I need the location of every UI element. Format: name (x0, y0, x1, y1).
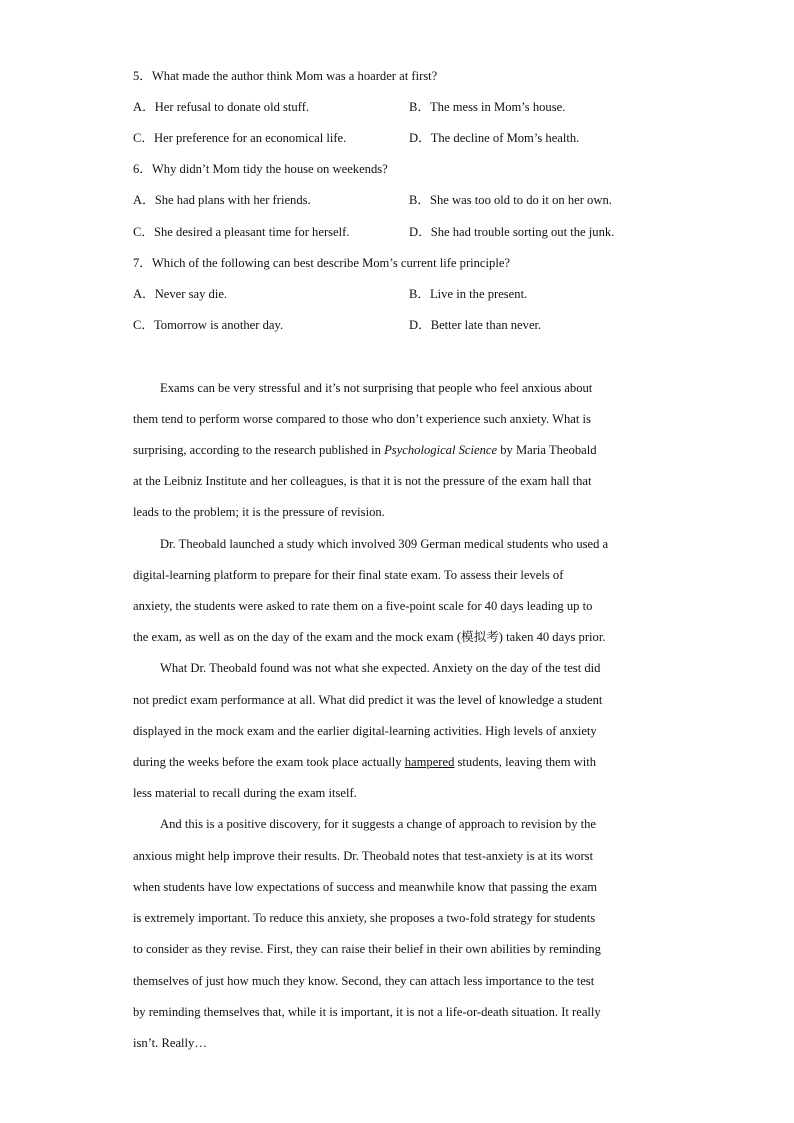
question-6-option-c: C．She desired a pleasant time for herself. (133, 225, 350, 239)
passage-p4-line-1: And this is a positive discovery, for it suggests a change of approach to revision by the (160, 817, 597, 831)
passage-p1-line-3 (133, 442, 597, 458)
passage-p4-line-7: by reminding themselves that, while it is important, it is not a life-or-death situation. It really (133, 1005, 601, 1019)
passage-p1-line-4: at the Leibniz Institute and her colleagues, is that it is not the pressure of the exam hall that (133, 474, 592, 488)
passage-p4-line-2: anxious might help improve their results. Dr. Theobald notes that test-anxiety is at its worst (133, 849, 594, 863)
journal-title: Psychological Science (384, 443, 498, 457)
passage-p3-line-2: not predict exam performance at all. What did predict it was the level of knowledge a student (133, 693, 603, 707)
question-7-stem: 7．Which of the following can best describe Mom’s current life principle? (133, 256, 510, 270)
underlined-word: hampered (404, 755, 455, 769)
passage-p1-line-2: them tend to perform worse compared to those who don’t experience such anxiety. What is (133, 412, 591, 426)
question-5-option-c: C．Her preference for an economical life. (133, 131, 347, 145)
question-6-option-a: A．She had plans with her friends. (133, 193, 311, 207)
question-6-stem: 6．Why didn’t Mom tidy the house on weekends? (133, 162, 388, 176)
passage-p4-line-5: to consider as they revise. First, they can raise their belief in their own abilities by reminding (133, 942, 601, 956)
question-7-option-c: C．Tomorrow is another day. (133, 318, 284, 332)
question-6-option-d: D．She had trouble sorting out the junk. (409, 225, 615, 239)
passage-p3-line-4-end: students, leaving them with (454, 755, 597, 769)
passage-p3-line-4 (133, 754, 596, 770)
question-7-option-d: D．Better late than never. (409, 318, 542, 332)
passage-p3-line-3: displayed in the mock exam and the earlier digital-learning activities. High levels of anxiety (133, 724, 597, 738)
passage-p4-line-3: when students have low expectations of success and meanwhile know that passing the exam (133, 880, 598, 894)
passage-p2-line-1: Dr. Theobald launched a study which involved 309 German medical students who used a (160, 537, 609, 551)
question-6-option-b: B．She was too old to do it on her own. (409, 193, 612, 207)
passage-p1-line-1: Exams can be very stressful and it’s not surprising that people who feel anxious about (160, 381, 593, 395)
question-5-option-a: A．Her refusal to donate old stuff. (133, 100, 310, 114)
passage-p3-line-4-start: during the weeks before the exam took place actually (133, 755, 405, 769)
question-7-option-a: A．Never say die. (133, 287, 228, 301)
question-5-option-d: D．The decline of Mom’s health. (409, 131, 580, 145)
passage-p2-line-4: the exam, as well as on the day of the exam and the mock exam (模拟考) taken 40 days prior. (133, 630, 606, 644)
passage-p3-line-5: less material to recall during the exam itself. (133, 786, 357, 800)
question-7-option-b: B．Live in the present. (409, 287, 528, 301)
passage-p2-line-2: digital-learning platform to prepare for their final state exam. To assess their levels of (133, 568, 564, 582)
passage-p4-line-4: is extremely important. To reduce this anxiety, she proposes a two-fold strategy for students (133, 911, 596, 925)
passage-p2-line-3: anxiety, the students were asked to rate them on a five-point scale for 40 days leading up to (133, 599, 593, 613)
passage-p1-line-3-start: surprising, according to the research published in (133, 443, 385, 457)
passage-p1-line-5: leads to the problem; it is the pressure of revision. (133, 505, 385, 519)
question-5-stem: 5．What made the author think Mom was a hoarder at first? (133, 69, 438, 83)
question-5-option-b: B．The mess in Mom’s house. (409, 100, 566, 114)
passage-p4-line-6: themselves of just how much they know. Second, they can attach less importance to the test (133, 974, 595, 988)
passage-p4-line-8: isn’t. Really… (133, 1036, 207, 1050)
passage-p1-line-3-end: by Maria Theobald (497, 443, 597, 457)
passage-p3-line-1: What Dr. Theobald found was not what she expected. Anxiety on the day of the test did (160, 661, 601, 675)
